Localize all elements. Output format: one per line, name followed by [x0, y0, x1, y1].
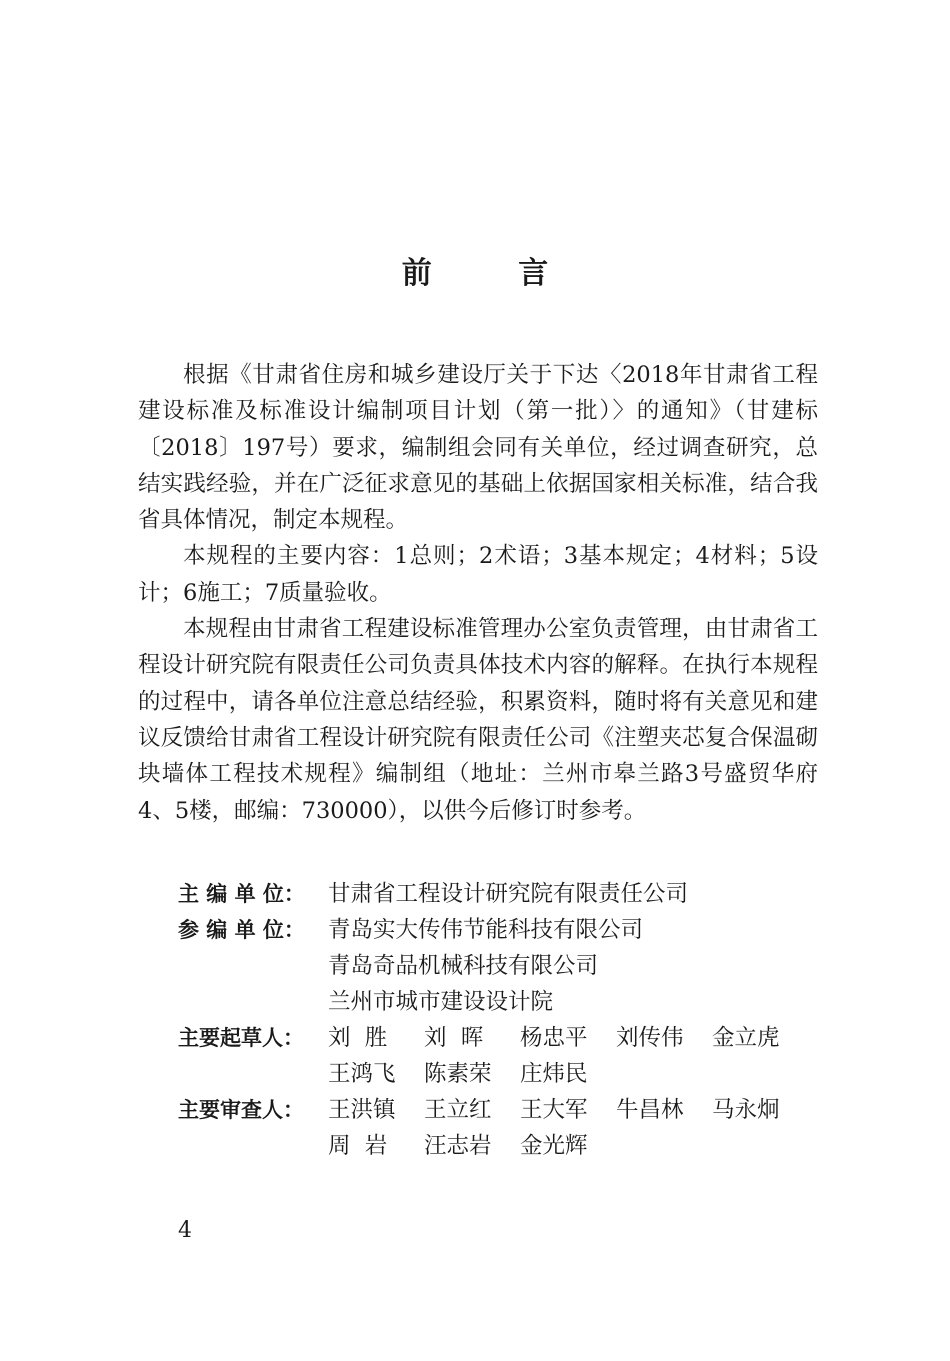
drafter-name: 刘传伟: [616, 1025, 684, 1051]
participant-unit: 兰州市城市建设设计院: [328, 989, 554, 1015]
participant-units-row: [178, 912, 818, 1020]
reviewers-row: [178, 1092, 818, 1164]
reviewer-name: 周 岩: [328, 1133, 388, 1159]
reviewers-label: 主要审查人：: [178, 1098, 304, 1122]
drafters-row: [178, 1020, 818, 1092]
preface-body: [138, 357, 818, 829]
drafter-name: 杨忠平: [520, 1025, 588, 1051]
reviewer-name: 马永炯: [712, 1097, 780, 1123]
drafters-label: 主要起草人：: [178, 1026, 304, 1050]
drafter-name: 金立虎: [712, 1025, 780, 1051]
paragraph-management: 本规程由甘肃省工程建设标准管理办公室负责管理，由甘肃省工程设计研究院有限责任公司负责具体技术内容的解释。在执行本规程的过程中，请各单位注意总结经验，积累资料，随时将有关意见和建议反馈给甘肃省工程设计研究院有限责任公司《注塑夹芯复合保温砌块墙体工程技术规程》编制组（地址：兰州市皋兰路3号盛贸华府4、5楼，邮编：730000），以供今后修订时参考。: [138, 616, 818, 824]
credits-block: [178, 876, 818, 1164]
reviewer-name: 牛昌林: [616, 1097, 684, 1123]
reviewers-list: [328, 1092, 818, 1164]
reviewer-name: 王大军: [520, 1097, 588, 1123]
page-number: 4: [178, 1218, 192, 1243]
reviewer-name: 王立红: [424, 1097, 492, 1123]
chief-unit-label: 主 编 单 位：: [178, 882, 305, 906]
reviewer-name: 金光辉: [520, 1133, 588, 1159]
reviewer-name: 汪志岩: [424, 1133, 492, 1159]
chief-unit-name: 甘肃省工程设计研究院有限责任公司: [328, 881, 689, 907]
paragraph-contents: 本规程的主要内容：1总则；2术语；3基本规定；4材料；5设计；6施工；7质量验收。: [138, 543, 818, 606]
drafters-list: [328, 1020, 818, 1092]
drafter-name: 刘 胜: [328, 1025, 388, 1051]
page-title: 前 言: [401, 256, 587, 291]
drafter-name: 刘 晖: [424, 1025, 484, 1051]
participant-unit: 青岛实大传伟节能科技有限公司: [328, 917, 644, 943]
chief-unit-row: [178, 876, 818, 912]
participant-unit: 青岛奇品机械科技有限公司: [328, 953, 599, 979]
reviewer-name: 王洪镇: [328, 1097, 396, 1123]
drafter-name: 庄炜民: [520, 1061, 588, 1087]
drafter-name: 王鸿飞: [328, 1061, 396, 1087]
participant-units-label: 参 编 单 位：: [178, 918, 305, 942]
paragraph-basis: 根据《甘肃省住房和城乡建设厅关于下达〈2018年甘肃省工程建设标准及标准设计编制项目计划（第一批）〉的通知》（甘建标〔2018〕197号）要求，编制组会同有关单位，经过调查研究，总结实践经验，并在广泛征求意见的基础上依据国家相关标准，结合我省具体情况，制定本规程。: [138, 362, 818, 534]
drafter-name: 陈素荣: [424, 1061, 492, 1087]
